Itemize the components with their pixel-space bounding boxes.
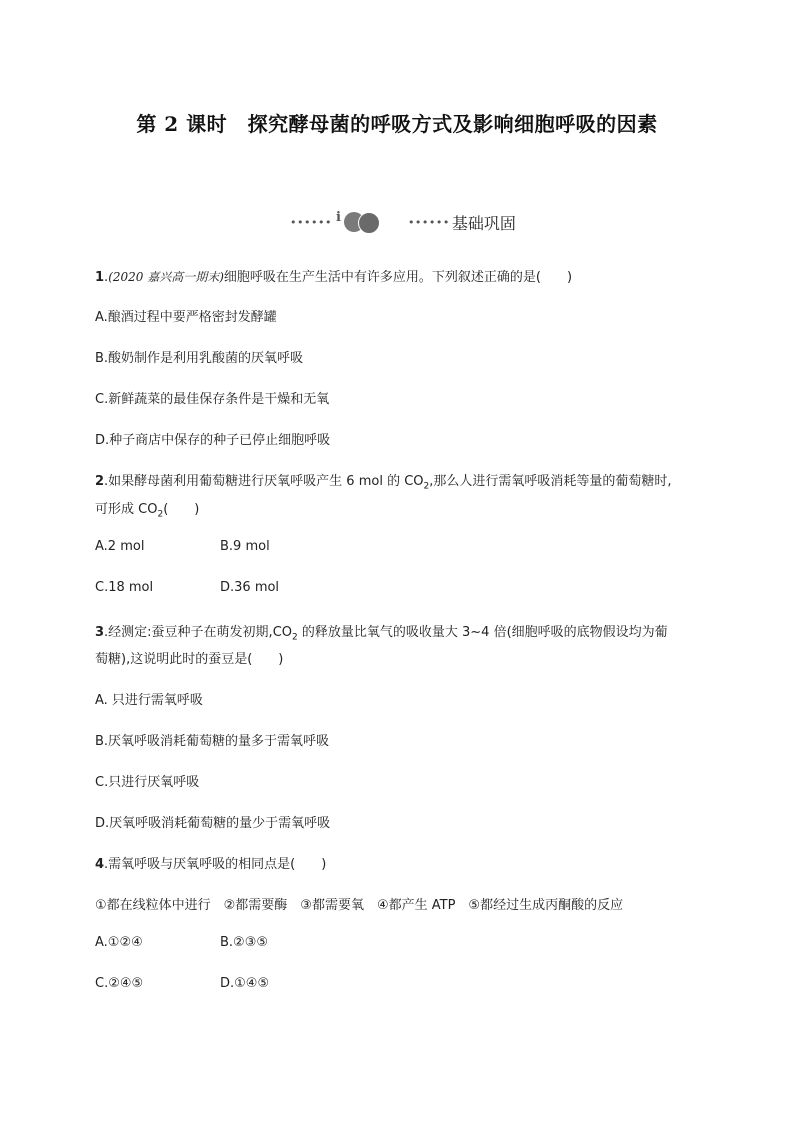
question-3-option-d: D.厌氧呼吸消耗葡萄糖的量少于需氧呼吸	[95, 816, 331, 831]
question-1-stem: 1.(2020 嘉兴高一期末)细胞呼吸在生产生活中有许多应用。下列叙述正确的是( )	[95, 270, 573, 285]
question-2-stem: 2.如果酵母菌利用葡萄糖进行厌氧呼吸产生 6 mol 的 $CO_2$,那么人进行需氧呼吸消耗等量的葡萄糖时,	[95, 474, 672, 492]
question-4-option-a: A.①②④	[95, 935, 143, 950]
section-label: 基础巩固	[451, 213, 516, 233]
question-1-option-b: B.酸奶制作是利用乳酸菌的厌氧呼吸	[95, 351, 304, 366]
question-source: (2020 嘉兴高一期末)	[108, 270, 224, 284]
question-1-option-a: A.酿酒过程中要严格密封发酵罐	[95, 310, 277, 325]
question-1-option-c: C.新鲜蔬菜的最佳保存条件是干燥和无氧	[95, 392, 330, 407]
question-number: 4	[95, 857, 105, 872]
section-header	[290, 208, 516, 236]
question-4-option-c: C.②④⑤	[95, 976, 144, 991]
question-4-option-d: D.①④⑤	[220, 976, 270, 991]
question-3-stem-line2: 萄糖),这说明此时的蚕豆是( )	[95, 652, 284, 667]
section-logo-icon: i	[334, 209, 394, 235]
question-text: 细胞呼吸在生产生活中有许多应用。下列叙述正确的是( )	[223, 270, 573, 285]
question-number: 1	[95, 270, 105, 285]
question-4-statements: ①都在线粒体中进行 ②都需要酶 ③都需要氧 ④都产生 ATP ⑤都经过生成丙酮酸的反应	[95, 898, 624, 913]
dotted-leader: ••••••	[407, 215, 450, 229]
question-3-stem: 3.经测定:蚕豆种子在萌发初期$,CO_2$ 的释放量比氧气的吸收量大 3~4 倍(细胞呼吸的底物假设均为葡	[95, 625, 668, 643]
question-1-option-d: D.种子商店中保存的种子已停止细胞呼吸	[95, 433, 331, 448]
question-number: 2	[95, 474, 105, 489]
question-2-stem-line2: 可形成 $CO_2$( )	[95, 502, 200, 520]
dotted-leader: ••••••	[290, 215, 332, 229]
question-number: 3	[95, 625, 105, 640]
question-4-option-b: B.②③⑤	[220, 935, 269, 950]
question-2-option-b: B.9 mol	[220, 539, 270, 554]
page-title: 第 2 课时 探究酵母菌的呼吸方式及影响细胞呼吸的因素	[136, 112, 658, 136]
question-2-option-a: A.2 mol	[95, 539, 145, 554]
question-2-option-c: C.18 mol	[95, 580, 154, 595]
question-3-option-b: B.厌氧呼吸消耗葡萄糖的量多于需氧呼吸	[95, 734, 330, 749]
question-3-option-a: A. 只进行需氧呼吸	[95, 693, 203, 708]
question-3-option-c: C.只进行厌氧呼吸	[95, 775, 200, 790]
question-2-option-d: D.36 mol	[220, 580, 280, 595]
question-4-stem: 4.需氧呼吸与厌氧呼吸的相同点是( )	[95, 857, 327, 872]
